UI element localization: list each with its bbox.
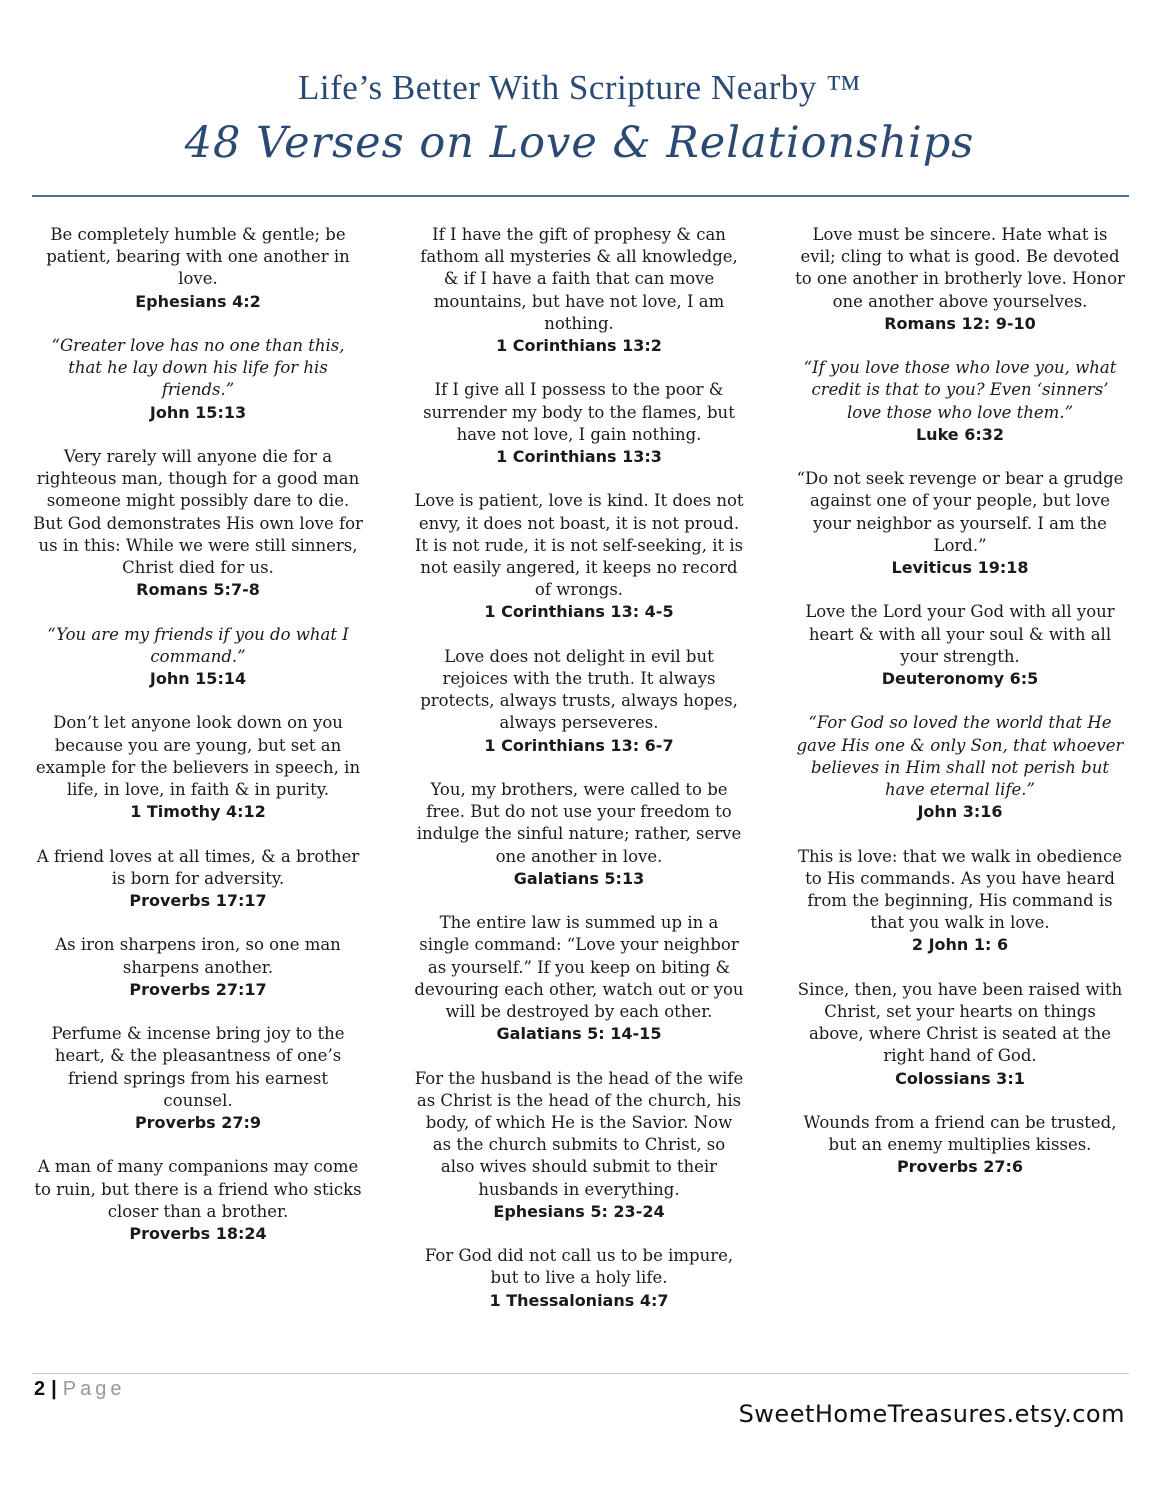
verse-entry <box>414 224 744 357</box>
verse-reference: 1 Timothy 4:12 <box>130 802 266 822</box>
verse-text: Love is patient, love is kind. It does not envy, it does not boast, it is not proud. It is not rude, it is not self-seeking, it is not easily angered, it keeps no record of wrongs. <box>414 491 744 600</box>
verse-text: This is love: that we walk in obedience to His commands. As you have heard from the beginning, His command is that you walk in love. <box>798 846 1122 933</box>
verse-reference: Proverbs 27:6 <box>896 1157 1024 1177</box>
verse-reference: Deuteronomy 6:5 <box>881 669 1039 689</box>
verse-reference: John 3:16 <box>917 802 1003 822</box>
verse-entry <box>414 490 744 623</box>
verse-text: Very rarely will anyone die for a righteous man, though for a good man someone might possibly dare to die. But God demonstrates His own love for us in this: While we were still sinners, Christ died for us. <box>33 447 363 578</box>
verse-text: “Do not seek revenge or bear a grudge against one of your people, but love your neighbor as yourself. I am the Lord.” <box>796 469 1124 555</box>
page-title: Life’s Better With Scripture Nearby ™ <box>298 68 861 107</box>
verse-text: You, my brothers, were called to be free. But do not use your freedom to indulge the sinful nature; rather, serve one another in love. <box>416 780 742 866</box>
page-number-value: 2 <box>34 1378 46 1400</box>
verse-reference: Ephesians 4:2 <box>135 291 261 311</box>
verse-entry <box>414 646 744 757</box>
verse-reference: Galatians 5: 14-15 <box>496 1024 662 1044</box>
verse-reference: Galatians 5:13 <box>513 868 645 888</box>
verse-text: For God did not call us to be impure, but to live a holy life. <box>424 1246 734 1288</box>
verse-text: Love must be sincere. Hate what is evil; cling to what is good. Be devoted to one another in brotherly love. Honor one another above yourselves. <box>795 225 1125 311</box>
verse-reference: 1 Thessalonians 4:7 <box>489 1290 669 1310</box>
page-number <box>34 1378 125 1401</box>
verse-reference: Colossians 3:1 <box>895 1068 1025 1088</box>
verse-entry <box>33 846 363 913</box>
verse-entry <box>795 357 1125 446</box>
verse-entry <box>414 1245 744 1312</box>
verse-entry <box>795 468 1125 579</box>
verse-entry <box>33 712 363 823</box>
verse-column-1 <box>33 224 363 1267</box>
verse-entry <box>795 601 1125 690</box>
verse-reference: Proverbs 17:17 <box>129 891 267 911</box>
verse-text: Don’t let anyone look down on you because you are young, but set an example for the believers in speech, in life, in love, in faith & in purity. <box>35 713 361 800</box>
verse-text: Since, then, you have been raised with Christ, set your hearts on things above, where Christ is seated at the right hand of God. <box>797 979 1123 1066</box>
header-divider <box>32 195 1129 197</box>
verse-entry <box>795 712 1125 823</box>
verse-text: As iron sharpens iron, so one man sharpens another. <box>55 935 341 977</box>
verse-text: Perfume & incense bring joy to the heart, & the pleasantness of one’s friend springs from his earnest counsel. <box>51 1024 345 1110</box>
verse-text: “You are my friends if you do what I command.” <box>47 624 349 666</box>
verse-entry <box>33 624 363 691</box>
verse-text: The entire law is summed up in a single command: “Love your neighbor as yourself.” If you keep on biting & devouring each other, watch out or you will be destroyed by each other. <box>414 913 744 1022</box>
verse-column-2 <box>414 224 744 1334</box>
verse-reference: Luke 6:32 <box>915 424 1004 444</box>
verse-reference: 1 Corinthians 13:2 <box>496 336 662 356</box>
verse-entry <box>414 779 744 890</box>
verse-entry <box>414 912 744 1045</box>
verse-entry <box>795 979 1125 1090</box>
verse-entry <box>795 1112 1125 1179</box>
verse-reference: John 15:14 <box>149 669 247 689</box>
verse-entry <box>33 335 363 424</box>
verse-text: Love does not delight in evil but rejoices with the truth. It always protects, always trusts, always hopes, always perseveres. <box>420 646 738 733</box>
website-url: SweetHomeTreasures.etsy.com <box>738 1400 1125 1428</box>
verse-reference: Proverbs 27:17 <box>129 979 267 999</box>
verse-reference: 1 Corinthians 13: 6-7 <box>484 735 674 755</box>
verse-entry <box>795 846 1125 957</box>
page-separator: | <box>51 1378 57 1400</box>
verse-text: Love the Lord your God with all your heart & with all your soul & with all your strength. <box>805 602 1115 666</box>
verse-entry <box>33 1023 363 1134</box>
verse-text: If I give all I possess to the poor & surrender my body to the flames, but have not love, I gain nothing. <box>423 380 735 444</box>
verse-reference: 1 Corinthians 13:3 <box>496 447 662 467</box>
verse-text: If I have the gift of prophesy & can fathom all mysteries & all knowledge, & if I have a faith that can move mountains, but have not love, I am nothing. <box>420 225 738 333</box>
verse-column-3 <box>795 224 1125 1201</box>
verse-text: “For God so loved the world that He gave His one & only Son, that whoever believes in Him shall not perish but have eternal life.” <box>796 713 1124 800</box>
page-label: Page <box>62 1378 126 1400</box>
verse-text: For the husband is the head of the wife as Christ is the head of the church, his body, of which He is the Savior. Now as the church submits to Christ, so also wives should submit to their husbands in everything. <box>414 1068 744 1199</box>
verse-reference: 1 Corinthians 13: 4-5 <box>484 602 674 622</box>
page-subtitle: 48 Verses on Love & Relationships <box>184 118 975 168</box>
verse-text: “If you love those who love you, what credit is that to you? Even ‘sinners’ love those who love them.” <box>803 358 1117 422</box>
verse-entry <box>33 1156 363 1245</box>
verse-reference: John 15:13 <box>149 402 247 422</box>
verse-text: Be completely humble & gentle; be patient, bearing with one another in love. <box>46 225 350 289</box>
verse-reference: Romans 5:7-8 <box>136 580 260 600</box>
verse-reference: 2 John 1: 6 <box>911 935 1009 955</box>
verse-entry <box>414 1068 744 1223</box>
verse-entry <box>33 224 363 313</box>
verse-reference: Romans 12: 9-10 <box>884 313 1036 333</box>
verse-reference: Ephesians 5: 23-24 <box>493 1201 665 1221</box>
verse-text: A man of many companions may come to ruin, but there is a friend who sticks closer than a brother. <box>34 1157 362 1221</box>
verse-entry <box>795 224 1125 335</box>
verse-entry <box>33 934 363 1001</box>
verse-reference: Proverbs 18:24 <box>129 1224 267 1244</box>
verse-reference: Proverbs 27:9 <box>134 1113 262 1133</box>
verse-reference: Leviticus 19:18 <box>891 558 1029 578</box>
verse-entry <box>33 446 363 601</box>
verse-text: Wounds from a friend can be trusted, but an enemy multiplies kisses. <box>803 1113 1117 1155</box>
verse-text: A friend loves at all times, & a brother is born for adversity. <box>36 846 360 888</box>
footer-divider <box>32 1373 1129 1374</box>
verse-text: “Greater love has no one than this, that he lay down his life for his friends.” <box>51 336 345 400</box>
verse-entry <box>414 379 744 468</box>
